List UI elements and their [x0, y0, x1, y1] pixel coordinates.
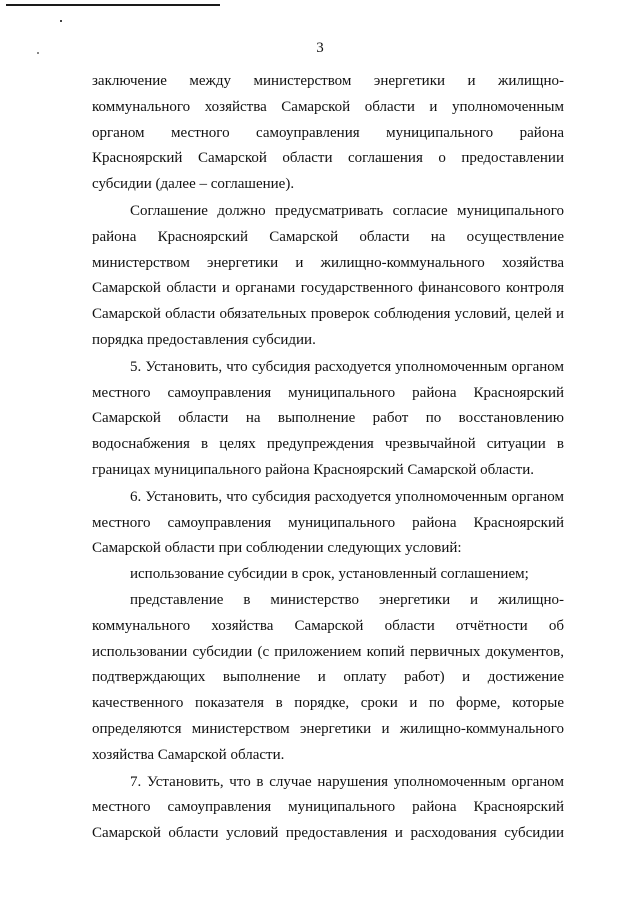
scan-artifact-line	[6, 4, 220, 6]
paragraph: заключение между министерством энергетики и жилищно-коммунального хозяйства Самарской области и уполномоченным органом местного самоуправления муниципального района Красноярский Самарской области соглашения о предоставлении субсидии (далее – соглашение).	[92, 73, 564, 193]
paragraph: использование субсидии в срок, установленный соглашением;	[130, 566, 529, 583]
paragraph: 5. Установить, что субсидия расходуется уполномоченным органом местного самоуправления муниципального района Красноярский Самарской области на выполнение работ по восстановлению водоснабжения в целях предупреждения чрезвычайной ситуации в границах муниципального района Красноярский Самарской области.	[92, 358, 564, 478]
paragraph: 6. Установить, что субсидия расходуется уполномоченным органом местного самоуправления муниципального района Красноярский Самарской области при соблюдении следующих условий:	[92, 488, 564, 557]
paragraph: Соглашение должно предусматривать согласие муниципального района Красноярский Самарской области на осуществление министерством энергетики и жилищно-коммунального хозяйства Самарской области и органами государственного финансового контроля Самарской области обязательных проверок соблюдения условий, целей и порядка предоставления субсидии.	[92, 202, 564, 348]
page-number: 3	[316, 40, 324, 56]
paragraph: представление в министерство энергетики и жилищно-коммунального хозяйства Самарской области отчётности об использовании субсидии (с приложением копий первичных документов, подтверждающих выполнение и оплату работ) и достижение качественного показателя в порядке, сроки и по форме, которые определяются министерством энергетики и жилищно-коммунального хозяйства Самарской области.	[92, 591, 564, 763]
scan-artifact-dot	[60, 20, 62, 22]
paragraph: 7. Установить, что в случае нарушения уполномоченным органом местного самоуправления муниципального района Красноярский Самарской области условий предоставления и расходования субсидии	[92, 773, 564, 842]
document-body	[92, 69, 564, 847]
